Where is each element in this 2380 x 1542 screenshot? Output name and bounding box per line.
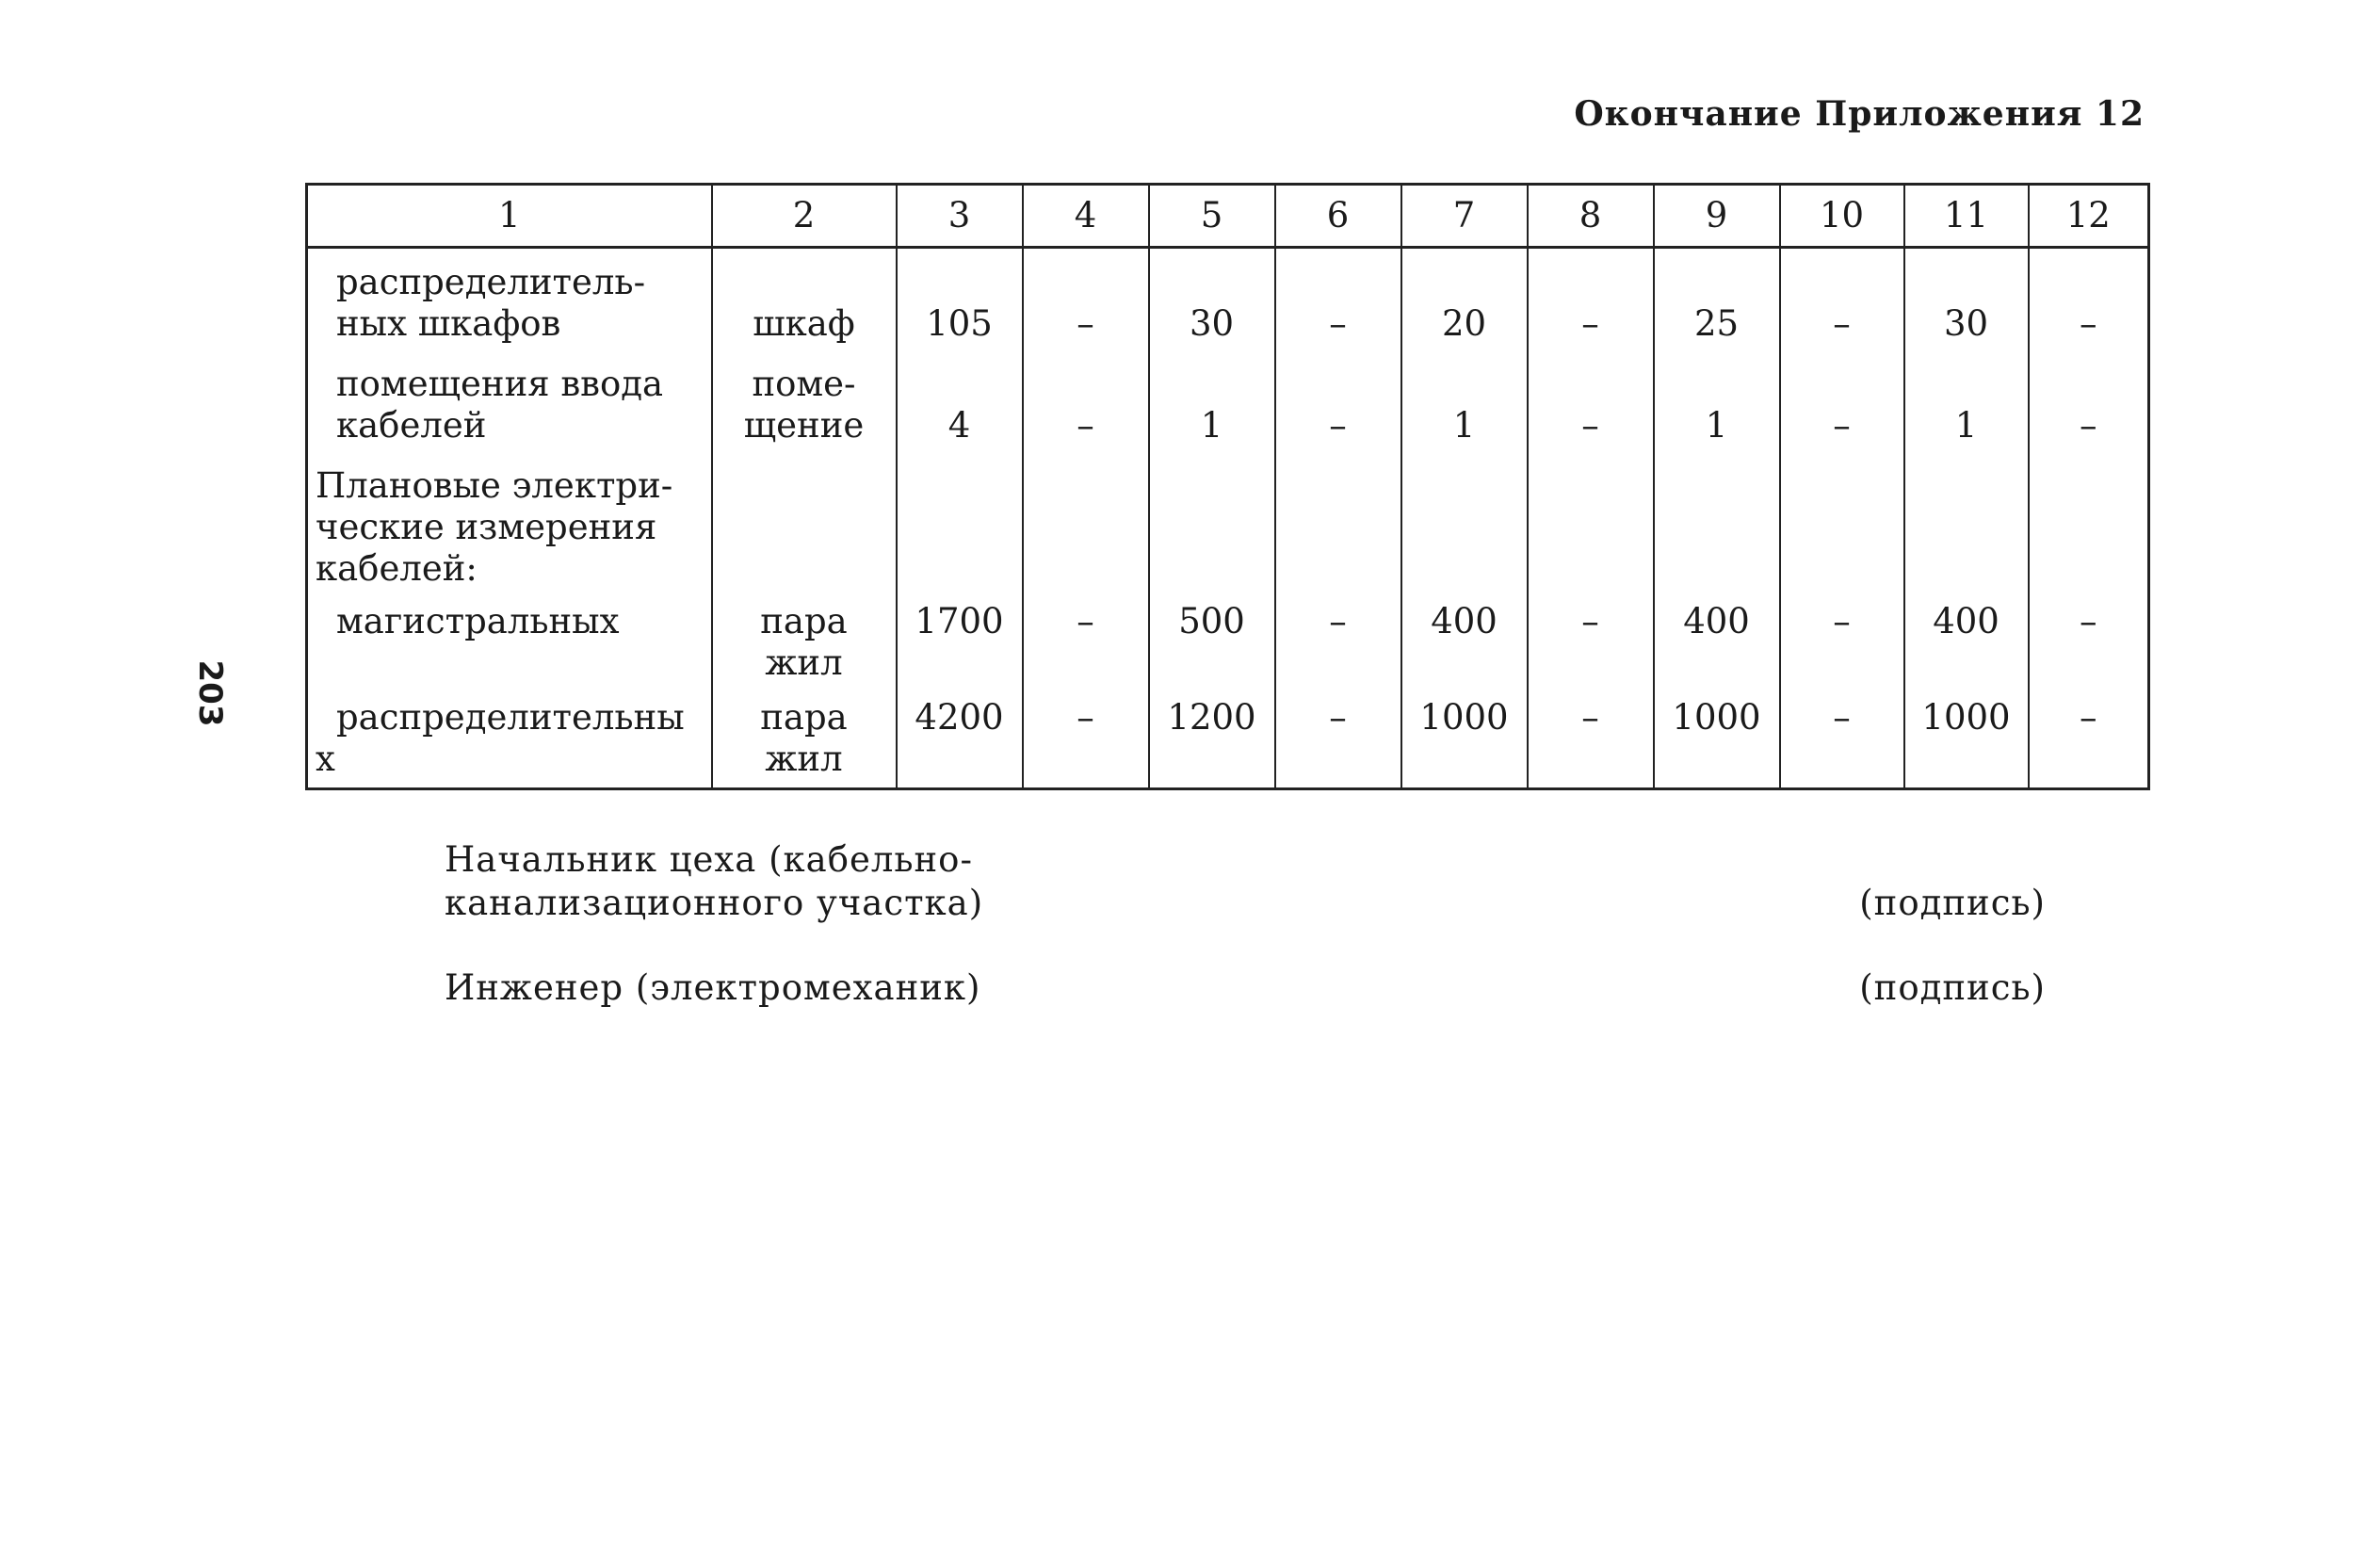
cell-value: 105 (926, 303, 993, 344)
cell-value: – (1077, 697, 1094, 738)
signature-placeholder: (подпись) (1859, 883, 2046, 923)
cell-value: 400 (1431, 601, 1498, 641)
row-name-line: помещения ввода (336, 364, 664, 404)
column-header: 6 (1275, 185, 1401, 248)
page-number: 203 (191, 659, 229, 727)
cell-value: 20 (1441, 303, 1487, 344)
cell-value: 400 (1933, 601, 2000, 641)
row-name-line: распределитель- (336, 262, 646, 302)
cell-value: – (2080, 405, 2097, 446)
signature-placeholder: (подпись) (1859, 967, 2046, 1008)
cell-value: – (1833, 601, 1851, 641)
cell-value: 1200 (1167, 697, 1256, 738)
cell-value: – (1329, 303, 1347, 344)
row-unit-line: поме- (752, 364, 856, 404)
cell-value: – (1329, 697, 1347, 738)
cell-value: – (2080, 697, 2097, 738)
cell-value: 25 (1693, 303, 1740, 344)
cell-value: – (2080, 303, 2097, 344)
cell-value: 1000 (1419, 697, 1509, 738)
cell-value: – (1833, 303, 1851, 344)
table-row (307, 345, 2149, 446)
cell-value: 4 (947, 405, 971, 446)
signature-row-head (445, 838, 2046, 925)
cell-value: – (1581, 405, 1599, 446)
cell-value: – (1329, 405, 1347, 446)
signature-block (445, 838, 2046, 1051)
cell-value: – (1077, 601, 1094, 641)
cell-value: 1 (1452, 405, 1476, 446)
cell-value: – (1833, 697, 1851, 738)
cell-value: – (1077, 405, 1094, 446)
column-header: 3 (897, 185, 1023, 248)
cell-value: – (1581, 303, 1599, 344)
row-name-line: ческие измерения (316, 507, 657, 547)
row-unit-line: пара (760, 601, 848, 641)
row-unit-line: щение (743, 405, 865, 446)
signature-title-line: Инженер (электромеханик) (445, 967, 981, 1008)
row-unit-line: шкаф (753, 303, 855, 344)
table-row (307, 446, 2149, 590)
row-unit-line (713, 262, 896, 303)
column-header: 11 (1904, 185, 2029, 248)
cell-value: 30 (1189, 303, 1235, 344)
column-header: 4 (1023, 185, 1149, 248)
column-header: 1 (307, 185, 712, 248)
signature-row-engineer (445, 966, 2046, 1010)
cell-value: 30 (1943, 303, 1989, 344)
cell-value: 1700 (915, 601, 1004, 641)
signature-title-line: Начальник цеха (кабельно- (445, 839, 973, 880)
row-unit-line: жил (765, 642, 843, 683)
cell-value: 1000 (1921, 697, 2011, 738)
signature-title-line: канализационного участка) (445, 883, 984, 923)
cell-value: 1 (1705, 405, 1728, 446)
column-header: 2 (712, 185, 897, 248)
cell-value: 400 (1683, 601, 1750, 641)
column-header: 8 (1528, 185, 1654, 248)
row-unit-line: пара (760, 697, 848, 738)
cell-value: – (1581, 601, 1599, 641)
table-header-row (307, 185, 2149, 248)
table-row (307, 684, 2149, 789)
row-name-line: распределительны (336, 697, 685, 738)
column-header: 9 (1654, 185, 1780, 248)
cell-value: 1 (1954, 405, 1978, 446)
row-name-line: кабелей: (316, 548, 478, 589)
cell-value: – (1077, 303, 1094, 344)
row-name-line: ных шкафов (336, 303, 561, 344)
appendix-table (305, 183, 2150, 790)
row-name-line: х (316, 739, 335, 779)
row-name-line: кабелей (336, 405, 487, 446)
table-row (307, 590, 2149, 684)
column-header: 5 (1149, 185, 1275, 248)
cell-value: – (2080, 601, 2097, 641)
row-unit-line: жил (765, 739, 843, 779)
cell-value: 500 (1178, 601, 1245, 641)
cell-value: – (1833, 405, 1851, 446)
cell-value: – (1581, 697, 1599, 738)
cell-value: 1000 (1672, 697, 1761, 738)
appendix-heading: Окончание Приложения 12 (1574, 94, 2145, 134)
cell-value: 1 (1200, 405, 1223, 446)
row-name-line: магистральных (336, 601, 620, 641)
table-row (307, 248, 2149, 346)
column-header: 12 (2029, 185, 2149, 248)
column-header: 10 (1780, 185, 1904, 248)
row-name-line: Плановые электри- (316, 465, 673, 506)
column-header: 7 (1401, 185, 1528, 248)
cell-value: – (1329, 601, 1347, 641)
cell-value: 4200 (915, 697, 1004, 738)
